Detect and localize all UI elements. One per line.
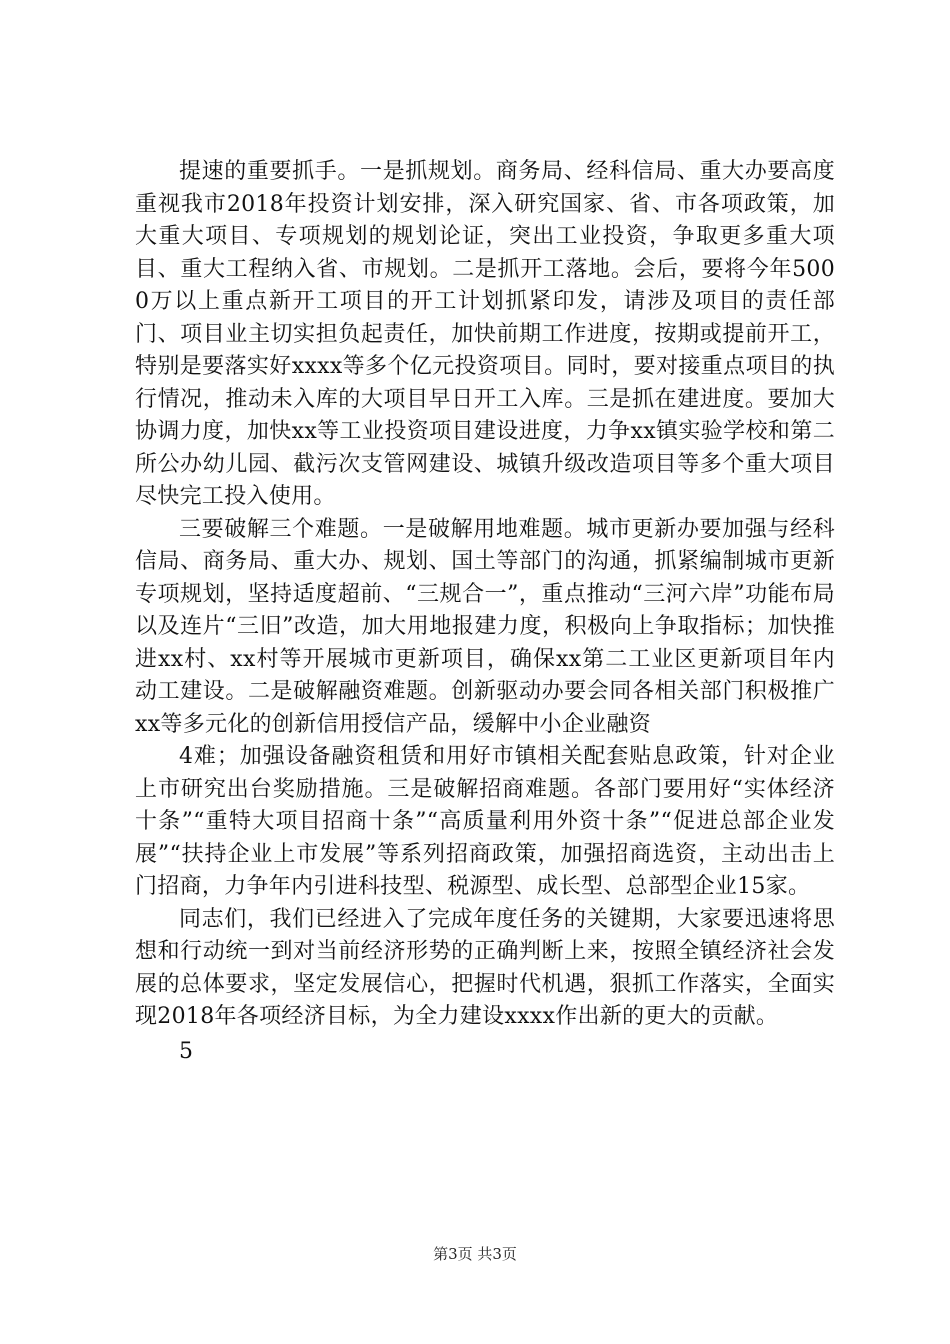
paragraph-2: 三要破解三个难题。一是破解用地难题。城市更新办要加强与经科信局、商务局、重大办、规划、国土等部门的沟通，抓紧编制城市更新专项规划，坚持适度超前、“三规合一”，重点推动“三河六岸”功能布局以及连片“三旧”改造，加大用地报建力度，积极向上争取指标；加快推进xx村、xx村等开展城市更新项目，确保xx第二工业区更新项目年内动工建设。二是破解融资难题。创新驱动办要会同各相关部门积极推广xx等多元化的创新信用授信产品，缓解中小企业融资	[135, 516, 835, 737]
paragraph-4: 同志们，我们已经进入了完成年度任务的关键期，大家要迅速将思想和行动统一到对当前经济形势的正确判断上来，按照全镇经济社会发展的总体要求，坚定发展信心，把握时代机遇，狠抓工作落实，全面实现2018年各项经济目标，为全力建设xxxx作出新的更大的贡献。	[135, 906, 835, 1029]
paragraph-3: 4难；加强设备融资租赁和用好市镇相关配套贴息政策，针对企业上市研究出台奖励措施。三是破解招商难题。各部门要用好“实体经济十条”“重特大项目招商十条”“高质量利用外资十条”“促进总部企业发展”“扶持企业上市发展”等系列招商政策，加强招商选资，主动出击上门招商，力争年内引进科技型、税源型、成长型、总部型企业15家。	[135, 744, 835, 899]
page-footer: 第3页 共3页	[433, 1245, 517, 1263]
inline-page-number: 5	[179, 1038, 193, 1064]
paragraph-1: 提速的重要抓手。一是抓规划。商务局、经科信局、重大办要高度重视我市2018年投资计划安排，深入研究国家、省、市各项政策，加大重大项目、专项规划的规划论证，突出工业投资，争取更多重大项目、重大工程纳入省、市规划。二是抓开工落地。会后，要将今年5000万以上重点新开工项目的开工计划抓紧印发，请涉及项目的责任部门、项目业主切实担负起责任，加快前期工作进度，按期或提前开工，特别是要落实好xxxx等多个亿元投资项目。同时，要对接重点项目的执行情况，推动未入库的大项目早日开工入库。三是抓在建进度。要加大协调力度，加快xx等工业投资项目建设进度，力争xx镇实验学校和第二所公办幼儿园、截污次支管网建设、城镇升级改造项目等多个重大项目尽快完工投入使用。	[135, 159, 835, 509]
document-body	[135, 156, 835, 1068]
